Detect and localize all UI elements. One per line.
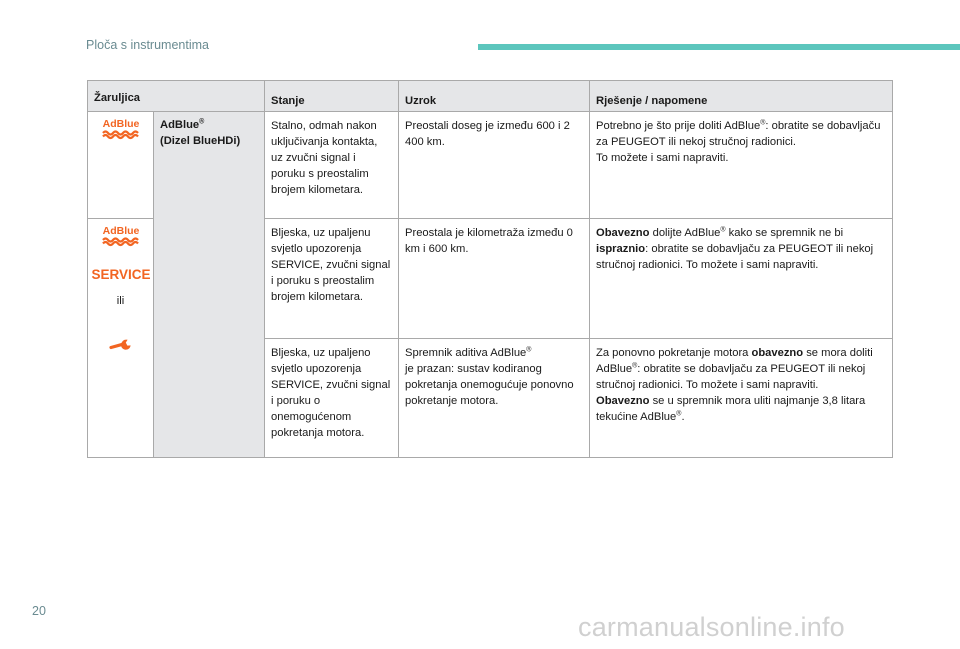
col-header-lamp: Žaruljica [88,81,265,112]
svg-text:AdBlue: AdBlue [102,118,139,130]
adblue-icon [99,116,143,140]
lamp-subtitle: (Dizel BlueHDi) [160,135,241,147]
table-header-row [88,81,893,112]
state-cell: Bljeska, uz upaljeno svjetlo upozorenja SERVICE, zvučni signal i poruku o onemogućenom pokretanja motora. [265,339,399,458]
cause-cell: Preostali doseg je između 600 i 2 400 km. [399,112,590,219]
page-number: 20 [32,604,46,618]
service-icon [90,265,151,283]
lamp-name-cell: AdBlue® (Dizel BlueHDi) [154,112,265,458]
table-row [88,112,893,219]
solution-cell: Obavezno dolijte AdBlue® kako se spremnik ne bi ispraznio: obratite se dobavljaču za PEUGEOT ili nekoj stručnoj radionici. To možete i sami napraviti. [590,219,893,339]
warning-lamp-table [87,80,893,458]
svg-text:AdBlue: AdBlue [102,225,139,237]
cause-cell: Spremnik aditiva AdBlue® je prazan: sustav kodiranog pokretanja onemogućuje ponovno pokretanje motora. [399,339,590,458]
lamp-icon-cell [88,219,154,458]
lamp-icon-cell [88,112,154,219]
state-cell: Stalno, odmah nakon uključivanja kontakta, uz zvučni signal i poruku s preostalim brojem kilometara. [265,112,399,219]
solution-cell: Za ponovno pokretanje motora obavezno se mora doliti AdBlue®: obratite se dobavljaču za PEUGEOT ili nekoj stručnoj radionici. To možete i sami napraviti. Obavezno se u spremnik mora uliti najmanje 3,8 litara tekućine AdBlue®. [590,339,893,458]
col-header-cause: Uzrok [399,81,590,112]
page-header-title: Ploča s instrumentima [86,38,209,52]
adblue-icon [99,223,143,247]
col-header-solution: Rješenje / napomene [590,81,893,112]
or-label: ili [116,295,125,307]
wrench-icon [109,337,133,351]
solution-cell: Potrebno je što prije doliti AdBlue®: obratite se dobavljaču za PEUGEOT ili nekoj stručnoj radionici. To možete i sami napraviti. [590,112,893,219]
svg-text:SERVICE: SERVICE [90,267,151,282]
watermark: carmanualsonline.info [578,612,845,642]
state-cell: Bljeska, uz upaljenu svjetlo upozorenja SERVICE, zvučni signal i poruku s preostalim brojem kilometara. [265,219,399,339]
header-accent-bar [478,44,960,50]
lamp-name: AdBlue [160,119,200,131]
col-header-state: Stanje [265,81,399,112]
cause-cell: Preostala je kilometraža između 0 km i 600 km. [399,219,590,339]
